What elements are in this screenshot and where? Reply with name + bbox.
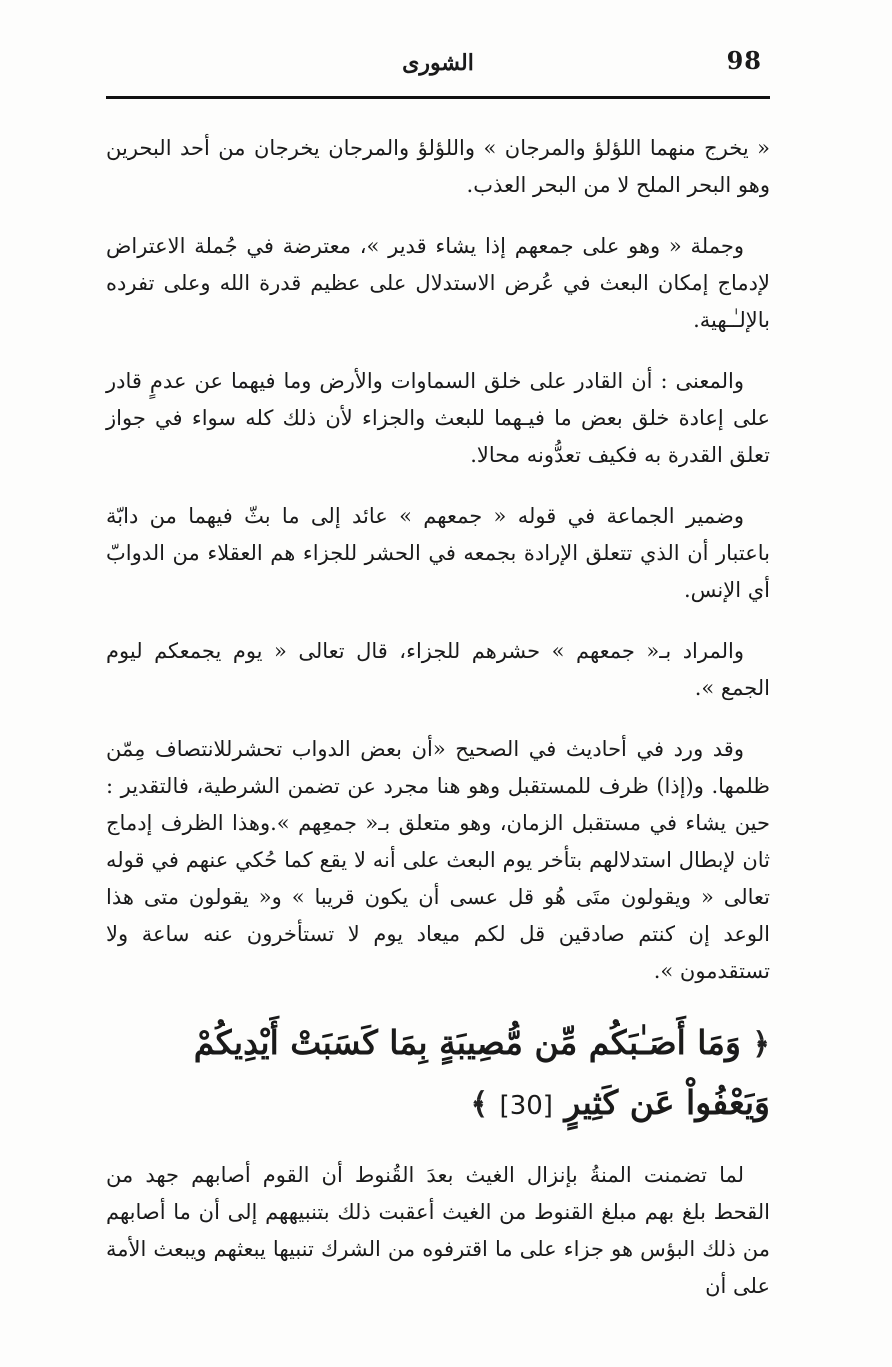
page-header xyxy=(106,44,770,96)
paragraph-1: « يخرج منهما اللؤلؤ والمرجان » واللؤلؤ والمرجان يخرجان من أحد البحرين وهو البحر الملح لا من البحر العذب. xyxy=(106,136,770,197)
verse-open-bracket: ﴿ xyxy=(752,1027,770,1062)
paragraph-6: وقد ورد في أحاديث في الصحيح «أن بعض الدواب تحشرللانتصاف مِمّن ظلمها. و(إذا) ظرف للمستقبل وهو هنا مجرد عن تضمن الشرطية، فالتقدير : حين يشاء في مستقبل الزمان، وهو متعلق بـ« جمعِهم ».وهذا الظرف إدماج ثان لإبطال استدلالهم بتأخر يوم البعث على أنه لا يقع كما حُكي عنهم في قوله تعالى « ويقولون متَى هُو قل عسى أن يكون قريبا » و« يقولون متى هذا الوعد إن كنتم صادقين قل لكم ميعاد يوم لا تستأخرون عنه ساعة ولا تستقدمون ». xyxy=(106,737,770,983)
chapter-title: الشورى xyxy=(402,50,474,76)
quran-verse xyxy=(106,1014,770,1135)
page-body xyxy=(106,130,770,1305)
paragraph-4: وضمير الجماعة في قوله « جمعهم » عائد إلى ما بثّ فيهما من دابّة باعتبار أن الذي تتعلق الإرادة بجمعه في الحشر للجزاء هم العقلاء من الدوابّ أي الإنس. xyxy=(106,504,770,602)
page-number: 98 xyxy=(726,46,762,75)
paragraph-5: والمراد بـ« جمعهم » حشرهم للجزاء، قال تعالى « يوم يجمعكم ليوم الجمع ». xyxy=(106,639,770,700)
verse-number: [30] xyxy=(499,1091,553,1121)
verse-close-bracket: ﴾ xyxy=(470,1087,489,1122)
header-divider xyxy=(106,96,770,99)
paragraph-2: وجملة « وهو على جمعهم إذا يشاء قدير »، معترضة في جُملة الاعتراض لإدماج إمكان البعث في عُرض الاستدلال على عظيم قدرة الله وعلى تفرده بالإلـٰـهية. xyxy=(106,234,770,332)
paragraph-3: والمعنى : أن القادر على خلق السماوات والأرض وما فيهما عن عدمٍ قادر على إعادة خلق بعض ما فيـهما للبعث والجزاء لأن ذلك كله سواء في جواز تعلق القدرة به فكيف تعدُّونه محالا. xyxy=(106,369,770,467)
closing-paragraph: لما تضمنت المنةُ بإنزال الغيث بعدَ القُنوط أن القوم أصابهم جهد من القحط بلغ بهم مبلغ القنوط من الغيث أعقبت ذلك بتنبيههم إلى أن ما أصابهم من ذلك البؤس هو جزاء على ما اقترفوه من الشرك تنبيها يبعثهم ويبعث الأمة على أن xyxy=(106,1163,770,1298)
verse-text: وَمَا أَصَـٰبَكُم مِّن مُّصِيبَةٍ بِمَا كَسَبَتْ أَيْدِيكُمْ وَيَعْفُواْ عَن كَثِيرٍ xyxy=(193,1023,770,1122)
